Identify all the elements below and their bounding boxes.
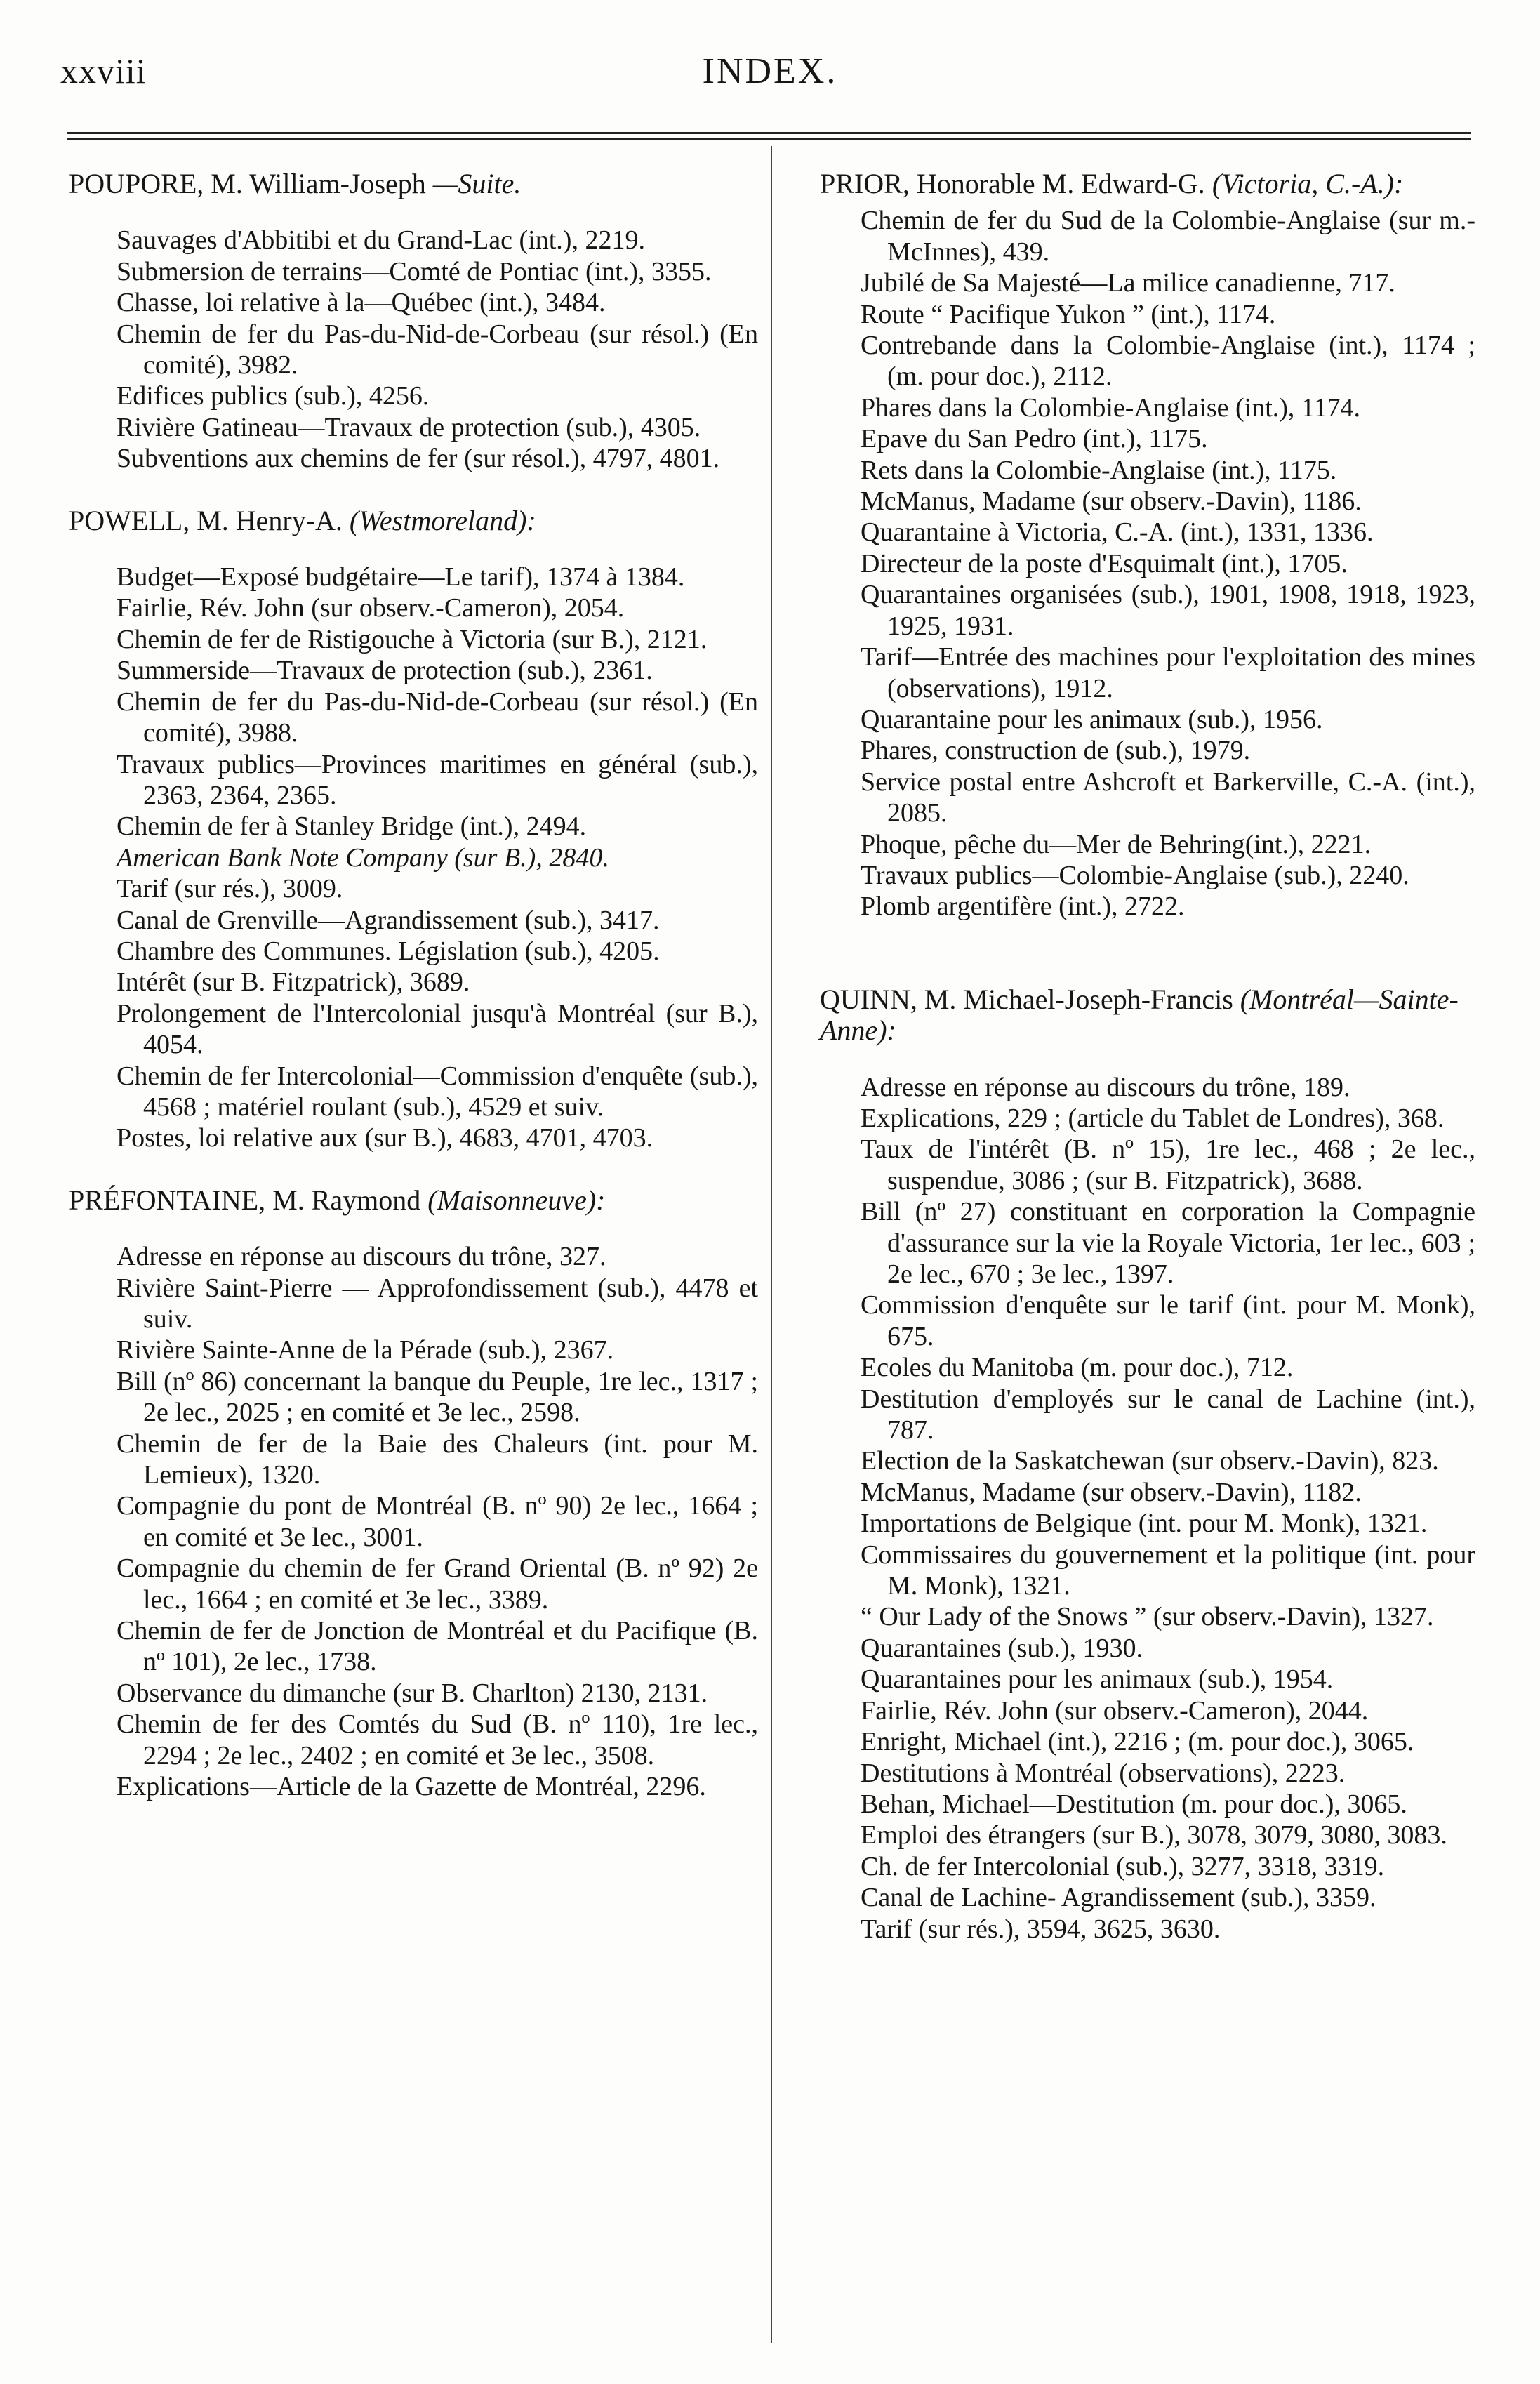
index-entry-powell bbox=[69, 505, 758, 1154]
reference-line: Tarif (sur rés.), 3594, 3625, 3630. bbox=[861, 1914, 1221, 1944]
column-divider bbox=[771, 146, 772, 2343]
entry-heading bbox=[69, 1185, 758, 1216]
entry-subtitle: (Victoria, C.-A.): bbox=[1212, 168, 1404, 199]
reference-line: Bill (nº 86) concernant la banque du Peuple, 1re lec., 1317 ; 2e lec., 2025 ; en comité et 3e lec., 2598. bbox=[117, 1366, 758, 1428]
reference-line: Bill (nº 27) constituant en corporation la Compagnie d'assurance sur la vie la Royale Victoria, 1er lec., 603 ; 2e lec., 670 ; 3e lec., 1397. bbox=[861, 1197, 1475, 1289]
reference-line: Ecoles du Manitoba (m. pour doc.), 712. bbox=[861, 1353, 1294, 1383]
reference-line: Chambre des Communes. Législation (sub.), 4205. bbox=[117, 936, 660, 966]
page-number: xxviii bbox=[60, 51, 147, 91]
entry-subtitle: (Westmoreland): bbox=[349, 504, 536, 536]
entry-name: POWELL, M. Henry-A. bbox=[69, 504, 343, 536]
reference-line: Canal de Grenville—Agrandissement (sub.), 3417. bbox=[117, 905, 660, 935]
index-entry-prefontaine bbox=[69, 1185, 758, 1803]
reference-line: Rivière Sainte-Anne de la Pérade (sub.), 2367. bbox=[117, 1335, 614, 1365]
entry-references bbox=[820, 205, 1475, 922]
index-entry-quinn bbox=[820, 984, 1475, 1945]
reference-line: Chemin de fer à Stanley Bridge (int.), 2494. bbox=[117, 812, 587, 842]
reference-line: Compagnie du pont de Montréal (B. nº 90) 2e lec., 1664 ; en comité et 3e lec., 3001. bbox=[117, 1491, 758, 1552]
reference-line: Adresse en réponse au discours du trône, 327. bbox=[117, 1242, 606, 1272]
reference-line: Chemin de fer du Pas-du-Nid-de-Corbeau (sur résol.) (En comité), 3988. bbox=[117, 687, 758, 748]
reference-line: Chemin de fer de la Baie des Chaleurs (int. pour M. Lemieux), 1320. bbox=[117, 1429, 758, 1490]
header-rule-bottom bbox=[67, 138, 1471, 140]
reference-line: Budget—Exposé budgétaire—Le tarif), 1374 à 1384. bbox=[117, 562, 685, 592]
reference-line: “ Our Lady of the Snows ” (sur observ.-Davin), 1327. bbox=[861, 1602, 1434, 1632]
reference-line: Quarantaines pour les animaux (sub.), 1954. bbox=[861, 1664, 1334, 1695]
reference-line: Commission d'enquête sur le tarif (int. pour M. Monk), 675. bbox=[861, 1290, 1475, 1351]
reference-line: Edifices publics (sub.), 4256. bbox=[117, 381, 430, 411]
entry-name: POUPORE, M. William-Joseph bbox=[69, 168, 426, 199]
reference-line: Canal de Lachine- Agrandissement (sub.), 3359. bbox=[861, 1883, 1376, 1913]
reference-line: Directeur de la poste d'Esquimalt (int.), 1705. bbox=[861, 548, 1348, 578]
reference-line: Explications—Article de la Gazette de Montréal, 2296. bbox=[117, 1772, 706, 1802]
reference-line: Chemin de fer des Comtés du Sud (B. nº 110), 1re lec., 2294 ; 2e lec., 2402 ; en comité et 3e lec., 3508. bbox=[117, 1709, 758, 1770]
reference-line: Quarantaine à Victoria, C.-A. (int.), 1331, 1336. bbox=[861, 517, 1374, 548]
reference-line: Prolongement de l'Intercolonial jusqu'à Montréal (sur B.), 4054. bbox=[117, 998, 758, 1060]
reference-line: Explications, 229 ; (article du Tablet de Londres), 368. bbox=[861, 1103, 1445, 1133]
entry-name: QUINN, M. Michael-Joseph-Francis bbox=[820, 983, 1233, 1015]
reference-line: Adresse en réponse au discours du trône, 189. bbox=[861, 1072, 1350, 1102]
reference-line: Summerside—Travaux de protection (sub.), 2361. bbox=[117, 656, 653, 686]
reference-line: Rivière Saint-Pierre — Approfondissement (sub.), 4478 et suiv. bbox=[117, 1273, 758, 1334]
left-column bbox=[69, 168, 758, 1803]
entry-heading bbox=[820, 984, 1475, 1047]
reference-line: Travaux publics—Provinces maritimes en général (sub.), 2363, 2364, 2365. bbox=[117, 749, 758, 810]
reference-line: Election de la Saskatchewan (sur observ.-Davin), 823. bbox=[861, 1446, 1439, 1476]
reference-line: Chasse, loi relative à la—Québec (int.), 3484. bbox=[117, 288, 606, 318]
reference-line: Travaux publics—Colombie-Anglaise (sub.), 2240. bbox=[861, 860, 1409, 890]
reference-line: Destitution d'employés sur le canal de Lachine (int.), 787. bbox=[861, 1384, 1475, 1445]
reference-line: Phares dans la Colombie-Anglaise (int.), 1174. bbox=[861, 392, 1361, 423]
reference-line: Phoque, pêche du—Mer de Behring(int.), 2221. bbox=[861, 829, 1372, 859]
index-entry-poupore bbox=[69, 168, 758, 475]
reference-line: Quarantaines organisées (sub.), 1901, 1908, 1918, 1923, 1925, 1931. bbox=[861, 580, 1475, 641]
reference-line: Chemin de fer du Sud de la Colombie-Anglaise (sur m.-McInnes), 439. bbox=[861, 206, 1475, 267]
page-title: INDEX. bbox=[702, 51, 838, 91]
reference-line: Importations de Belgique (int. pour M. Monk), 1321. bbox=[861, 1509, 1428, 1539]
reference-line: Contrebande dans la Colombie-Anglaise (int.), 1174 ; (m. pour doc.), 2112. bbox=[861, 331, 1475, 392]
reference-line: Destitutions à Montréal (observations), 2223. bbox=[861, 1758, 1346, 1788]
reference-line: Route “ Pacifique Yukon ” (int.), 1174. bbox=[861, 299, 1276, 329]
reference-line: Quarantaines (sub.), 1930. bbox=[861, 1633, 1143, 1663]
reference-line: Chemin de fer du Pas-du-Nid-de-Corbeau (sur résol.) (En comité), 3982. bbox=[117, 319, 758, 380]
entry-subtitle: —Suite. bbox=[432, 168, 522, 199]
reference-line: Service postal entre Ashcroft et Barkerville, C.-A. (int.), 2085. bbox=[861, 767, 1475, 828]
entry-heading bbox=[69, 168, 758, 199]
reference-line: Chemin de fer de Ristigouche à Victoria (sur B.), 2121. bbox=[117, 624, 708, 654]
reference-line: Ch. de fer Intercolonial (sub.), 3277, 3318, 3319. bbox=[861, 1851, 1385, 1881]
entry-subtitle: (Maisonneuve): bbox=[427, 1184, 606, 1216]
reference-line: Enright, Michael (int.), 2216 ; (m. pour doc.), 3065. bbox=[861, 1727, 1414, 1757]
entry-name: PRÉFONTAINE, M. Raymond bbox=[69, 1184, 421, 1216]
right-column bbox=[820, 168, 1475, 1945]
entry-heading bbox=[820, 168, 1475, 199]
reference-line: Submersion de terrains—Comté de Pontiac (int.), 3355. bbox=[117, 256, 712, 286]
entry-references bbox=[69, 225, 758, 474]
reference-line: Behan, Michael—Destitution (m. pour doc.), 3065. bbox=[861, 1789, 1407, 1819]
reference-line: Intérêt (sur B. Fitzpatrick), 3689. bbox=[117, 967, 470, 998]
reference-line: Postes, loi relative aux (sur B.), 4683, 4701, 4703. bbox=[117, 1123, 653, 1153]
reference-line: Taux de l'intérêt (B. nº 15), 1re lec., 468 ; 2e lec., suspendue, 3086 ; (sur B. Fitzpatrick), 3688. bbox=[861, 1134, 1475, 1196]
reference-line: Rivière Gatineau—Travaux de protection (sub.), 4305. bbox=[117, 412, 701, 442]
reference-line: Plomb argentifère (int.), 2722. bbox=[861, 892, 1185, 922]
entry-heading bbox=[69, 505, 758, 536]
reference-line: Commissaires du gouvernement et la politique (int. pour M. Monk), 1321. bbox=[861, 1539, 1475, 1601]
index-entry-prior bbox=[820, 168, 1475, 922]
reference-line: Fairlie, Rév. John (sur observ.-Cameron), 2044. bbox=[861, 1695, 1369, 1726]
reference-line: Epave du San Pedro (int.), 1175. bbox=[861, 424, 1208, 454]
reference-line: McManus, Madame (sur observ.-Davin), 1186. bbox=[861, 486, 1362, 517]
entry-subtitle: (Montréal—Sainte-Anne): bbox=[820, 983, 1459, 1047]
reference-line: Observance du dimanche (sur B. Charlton) 2130, 2131. bbox=[117, 1678, 708, 1708]
reference-line: Chemin de fer Intercolonial—Commission d'enquête (sub.), 4568 ; matériel roulant (sub.), 4529 et suiv. bbox=[117, 1061, 758, 1122]
reference-line: Fairlie, Rév. John (sur observ.-Cameron), 2054. bbox=[117, 593, 625, 623]
reference-line: Tarif—Entrée des machines pour l'exploitation des mines (observations), 1912. bbox=[861, 642, 1475, 703]
reference-line: Rets dans la Colombie-Anglaise (int.), 1175. bbox=[861, 455, 1337, 485]
reference-line: McManus, Madame (sur observ.-Davin), 1182. bbox=[861, 1477, 1362, 1507]
header-rule-top bbox=[67, 132, 1471, 134]
entry-name: PRIOR, Honorable M. Edward-G. bbox=[820, 168, 1205, 199]
entry-references bbox=[69, 1241, 758, 1802]
reference-line: Compagnie du chemin de fer Grand Oriental (B. nº 92) 2e lec., 1664 ; en comité et 3e lec., 3389. bbox=[117, 1554, 758, 1615]
reference-line: Subventions aux chemins de fer (sur résol.), 4797, 4801. bbox=[117, 444, 720, 474]
reference-line: Jubilé de Sa Majesté—La milice canadienne, 717. bbox=[861, 268, 1395, 298]
reference-line: Sauvages d'Abbitibi et du Grand-Lac (int.), 2219. bbox=[117, 225, 645, 256]
reference-line: American Bank Note Company (sur B.), 2840. bbox=[117, 842, 609, 873]
reference-line: Quarantaine pour les animaux (sub.), 1956. bbox=[861, 704, 1323, 734]
reference-line: Phares, construction de (sub.), 1979. bbox=[861, 736, 1251, 766]
entry-references bbox=[820, 1072, 1475, 1945]
entry-references bbox=[69, 562, 758, 1154]
reference-line: Chemin de fer de Jonction de Montréal et du Pacifique (B. nº 101), 2e lec., 1738. bbox=[117, 1616, 758, 1677]
reference-line: Emploi des étrangers (sur B.), 3078, 3079, 3080, 3083. bbox=[861, 1820, 1447, 1850]
reference-line: Tarif (sur rés.), 3009. bbox=[117, 874, 343, 904]
